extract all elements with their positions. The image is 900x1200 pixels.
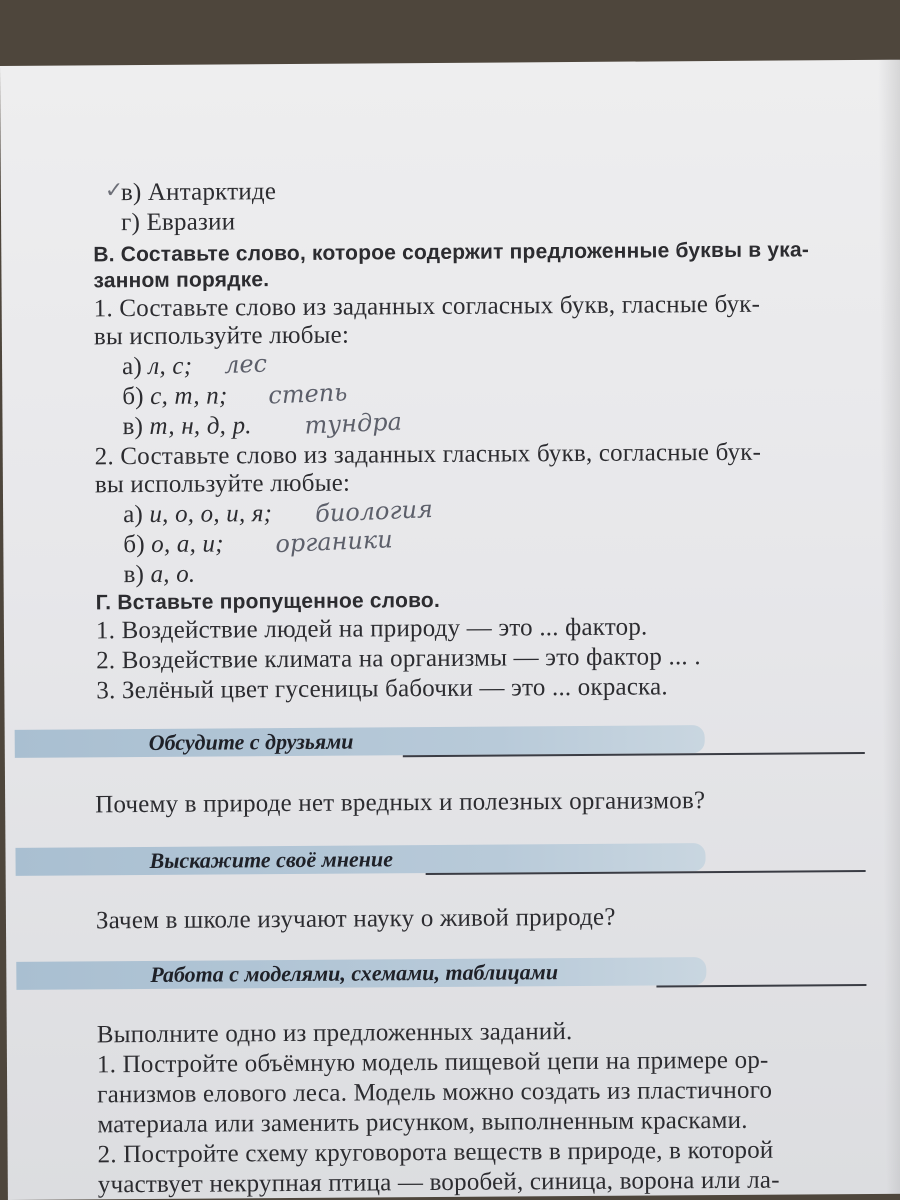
task-v-heading-line1: В. Составьте слово, которое содержит предложенные буквы в ука- bbox=[93, 238, 810, 267]
section-title: Работа с моделями, схемами, таблицами bbox=[150, 959, 559, 987]
option-eurasia: г) Евразии bbox=[121, 208, 236, 237]
option-label: б) bbox=[123, 531, 145, 559]
option-letters: л, с; bbox=[148, 352, 193, 380]
task-g-heading: Г. Вставьте пропущенное слово. bbox=[95, 588, 441, 615]
section-title: Обсудите с друзьями bbox=[148, 728, 354, 755]
section-title: Выскажите своё мнение bbox=[149, 846, 394, 873]
option-antarctica: в) Антарктиде bbox=[120, 178, 277, 207]
task-g-item: 1. Воздействие людей на природу — это ... фактор. bbox=[95, 613, 648, 645]
task-g-item: 2. Воздействие климата на организмы — это фактор ... . bbox=[96, 643, 701, 675]
handwritten-answer: степь bbox=[267, 378, 348, 410]
models-task-line: 1. Постройте объёмную модель пищевой цепи на примере ор- bbox=[96, 1046, 769, 1079]
models-task-line: 2. Постройте схему круговорота веществ в природе, в которой bbox=[97, 1136, 774, 1169]
models-task-line: материала или заменить рисунком, выполненным красками. bbox=[97, 1106, 748, 1139]
page-shadow bbox=[878, 60, 900, 1194]
option-letters: и, о, о, и, я; bbox=[149, 500, 273, 528]
handwritten-answer: лес bbox=[223, 349, 268, 380]
option-letters: с, т, п; bbox=[150, 382, 228, 410]
section-question: Почему в природе нет вредных и полезных организмов? bbox=[95, 787, 706, 819]
section-banner-discuss bbox=[15, 724, 865, 762]
option-label: б) bbox=[122, 383, 144, 411]
option-label: а) bbox=[123, 501, 144, 529]
task-g-item: 3. Зелёный цвет гусеницы бабочки — это ... окраска. bbox=[96, 673, 668, 705]
check-mark-icon: ✓ bbox=[104, 177, 124, 203]
section-intro: Выполните одно из предложенных заданий. bbox=[96, 1018, 573, 1049]
handwritten-answer: органики bbox=[274, 525, 394, 559]
textbook-page bbox=[0, 60, 900, 1200]
handwritten-answer: биология bbox=[314, 494, 434, 528]
item2-option-b bbox=[123, 530, 224, 559]
models-task-line: ганизмов елового леса. Модель можно создать из пластичного bbox=[97, 1076, 773, 1109]
option-letters: о, а, и; bbox=[151, 530, 224, 558]
item2-option-v bbox=[123, 561, 195, 590]
task-v-item2-line2: вы используйте любые: bbox=[94, 469, 351, 499]
handwritten-answer: тундра bbox=[303, 407, 403, 440]
section-banner-models bbox=[16, 956, 866, 994]
option-label: в) bbox=[122, 413, 144, 441]
option-letters: а, о. bbox=[150, 560, 196, 588]
task-v-item1-line1: 1. Составьте слово из заданных согласных букв, гласные бук- bbox=[93, 290, 761, 323]
option-letters: т, н, д, р. bbox=[149, 412, 252, 440]
item1-option-b bbox=[122, 382, 227, 411]
banner-rule bbox=[656, 984, 866, 987]
item1-option-a bbox=[122, 353, 192, 381]
option-label: а) bbox=[122, 353, 143, 381]
item2-option-a bbox=[123, 500, 272, 529]
models-task-line: участвует некрупная птица — воробей, синица, ворона или ла- bbox=[97, 1166, 780, 1199]
option-label: в) bbox=[123, 561, 145, 589]
section-question: Зачем в школе изучают науку о живой природе? bbox=[95, 903, 616, 935]
task-v-heading-line2: занном порядке. bbox=[93, 268, 270, 293]
task-v-item1-line2: вы используйте любые: bbox=[93, 321, 350, 351]
section-banner-opinion bbox=[15, 842, 865, 880]
task-v-item2-line1: 2. Составьте слово из заданных гласных букв, согласные бук- bbox=[94, 438, 762, 471]
item1-option-v bbox=[122, 412, 251, 441]
